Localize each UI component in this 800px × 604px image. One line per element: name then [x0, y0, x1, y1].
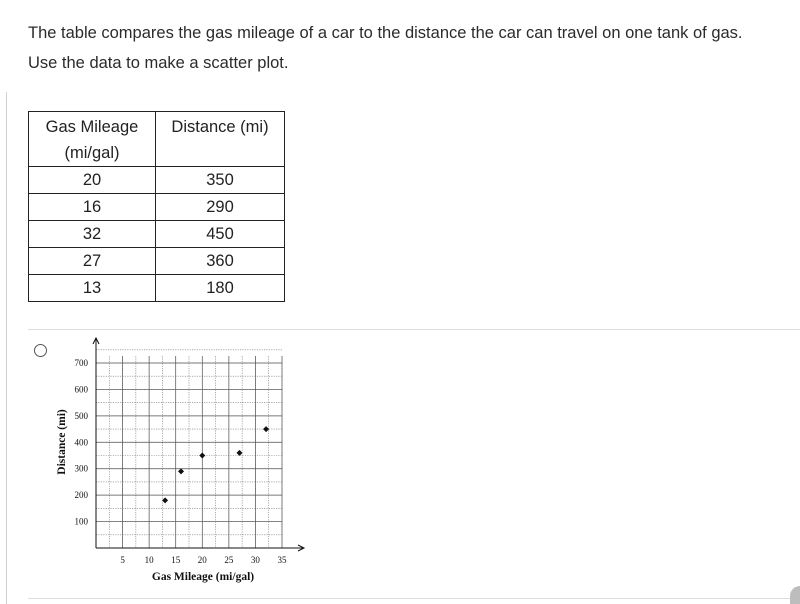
table-row	[29, 275, 285, 302]
header-gas-mileage-line2: (mi/gal)	[64, 144, 120, 162]
table-row	[29, 194, 285, 221]
table-cell-distance: 360	[156, 248, 285, 275]
y-tick-label: 700	[74, 358, 88, 368]
table-cell-distance: 350	[156, 167, 285, 194]
scroll-corner	[790, 586, 800, 604]
x-tick-label: 5	[120, 555, 125, 565]
table-row	[29, 248, 285, 275]
x-axis-label: Gas Mileage (mi/gal)	[151, 571, 255, 583]
question-line-2: Use the data to make a scatter plot.	[28, 54, 289, 72]
x-tick-label: 15	[171, 555, 181, 565]
left-border-rule	[6, 92, 7, 604]
table-cell-mileage: 32	[29, 221, 156, 248]
table-cell-distance: 290	[156, 194, 285, 221]
scatter-plot	[50, 332, 330, 594]
section-divider	[28, 329, 800, 330]
table-header-row	[29, 112, 285, 167]
table-cell-mileage: 27	[29, 248, 156, 275]
y-tick-label: 400	[74, 437, 88, 448]
question-line-1: The table compares the gas mileage of a car to the distance the car can travel on one tank of gas.	[28, 24, 743, 42]
table-row	[29, 221, 285, 248]
header-gas-mileage	[29, 112, 156, 167]
y-tick-label: 500	[74, 410, 88, 421]
chart-grid	[96, 350, 282, 548]
chart-axes	[93, 338, 304, 551]
answer-option-radio[interactable]	[34, 344, 47, 357]
data-point	[162, 497, 168, 503]
data-point	[236, 450, 242, 456]
table-cell-distance: 180	[156, 275, 285, 302]
data-point	[263, 426, 269, 432]
x-tick-label: 10	[144, 555, 154, 565]
data-table	[28, 111, 285, 302]
table-cell-distance: 450	[156, 221, 285, 248]
x-tick-label: 35	[277, 555, 287, 565]
x-tick-label: 25	[224, 555, 234, 565]
y-tick-label: 200	[74, 490, 88, 501]
header-gas-mileage-line1: Gas Mileage	[45, 118, 139, 136]
data-point	[178, 468, 184, 474]
y-tick-label: 100	[74, 516, 88, 527]
table-cell-mileage: 13	[29, 275, 156, 302]
y-tick-label: 300	[74, 463, 88, 474]
x-tick-label: 30	[250, 555, 260, 565]
bottom-divider	[28, 598, 800, 599]
question-text	[28, 18, 788, 78]
table-cell-mileage: 16	[29, 194, 156, 221]
x-tick-label: 20	[197, 555, 207, 565]
data-point	[199, 453, 205, 459]
table-row	[29, 167, 285, 194]
table-cell-mileage: 20	[29, 167, 156, 194]
y-tick-label: 600	[74, 384, 88, 395]
y-axis-label: Distance (mi)	[56, 409, 68, 475]
header-distance: Distance (mi)	[156, 112, 285, 167]
